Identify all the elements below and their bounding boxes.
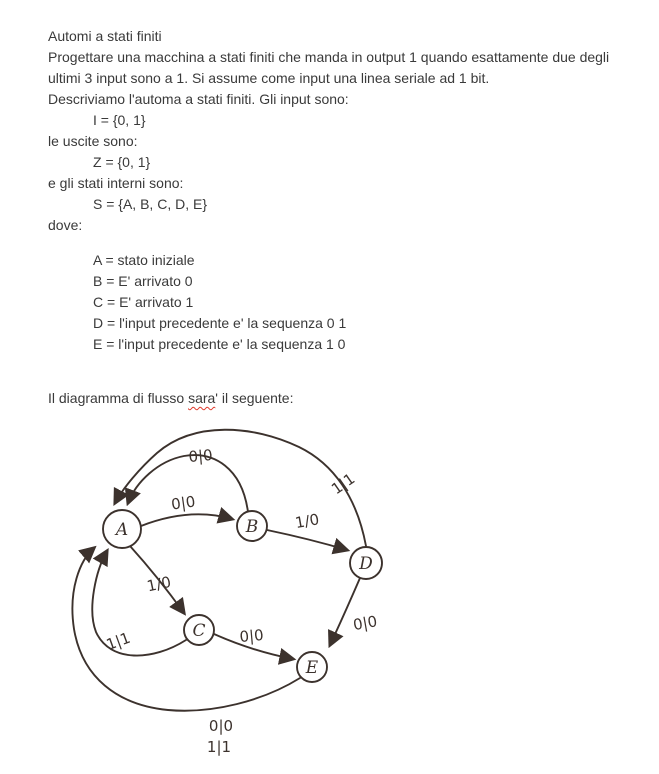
state-label-a: A <box>115 520 129 540</box>
state-desc-c: C = E' arrivato 1 <box>93 294 194 310</box>
edge-label-c-to-a: 1|1 <box>103 628 133 654</box>
edge-d-to-e <box>330 578 360 645</box>
doc-line: le uscite sono: <box>48 133 138 149</box>
doc-title: Automi a stati finiti <box>48 28 162 44</box>
edge-a-to-b <box>141 514 232 526</box>
state-desc-d: D = l'input precedente e' la sequenza 0 1 <box>93 315 347 331</box>
state-desc-a: A = stato iniziale <box>93 252 195 268</box>
state-label-b: B <box>245 517 259 537</box>
doc-line: Descriviamo l'automa a stati finiti. Gli input sono: <box>48 91 349 107</box>
caption-pre: Il diagramma di flusso <box>48 390 189 406</box>
state-desc-e: E = l'input precedente e' la sequenza 1 0 <box>93 336 346 352</box>
edge-label-a-to-c: 1/0 <box>145 572 173 596</box>
edge-label-e-to-a-1: 1|1 <box>206 738 232 756</box>
edge-label-e-to-a-0: 0|0 <box>208 717 234 735</box>
state-set-line: S = {A, B, C, D, E} <box>93 196 207 212</box>
state-label-c: C <box>192 621 206 641</box>
state-desc-b: B = E' arrivato 0 <box>93 273 193 289</box>
doc-line: dove: <box>48 217 83 233</box>
edge-label-a-to-b: 0|0 <box>170 492 197 514</box>
state-label-d: D <box>359 554 373 574</box>
edge-label-d-to-e: 0|0 <box>351 612 379 635</box>
edge-label-b-to-d: 1/0 <box>293 510 321 533</box>
edge-b-to-d <box>267 530 347 550</box>
doc-line: Progettare una macchina a stati finiti che manda in output 1 quando esattamente due degli <box>48 49 610 65</box>
doc-line: ultimi 3 input sono a 1. Si assume come input una linea seriale ad 1 bit. <box>48 70 490 86</box>
edge-label-b-to-a: 0|0 <box>187 446 214 467</box>
edge-label-c-to-e: 0|0 <box>238 626 265 647</box>
state-label-e: E <box>305 658 319 678</box>
caption-post: ' il seguente: <box>215 390 294 406</box>
doc-line: e gli stati interni sono: <box>48 175 184 191</box>
input-set-line: I = {0, 1} <box>93 112 146 128</box>
edge-label-d-to-a: 1|1 <box>328 469 359 499</box>
output-set-line: Z = {0, 1} <box>93 154 151 170</box>
misspelled-word: sara <box>188 390 216 406</box>
